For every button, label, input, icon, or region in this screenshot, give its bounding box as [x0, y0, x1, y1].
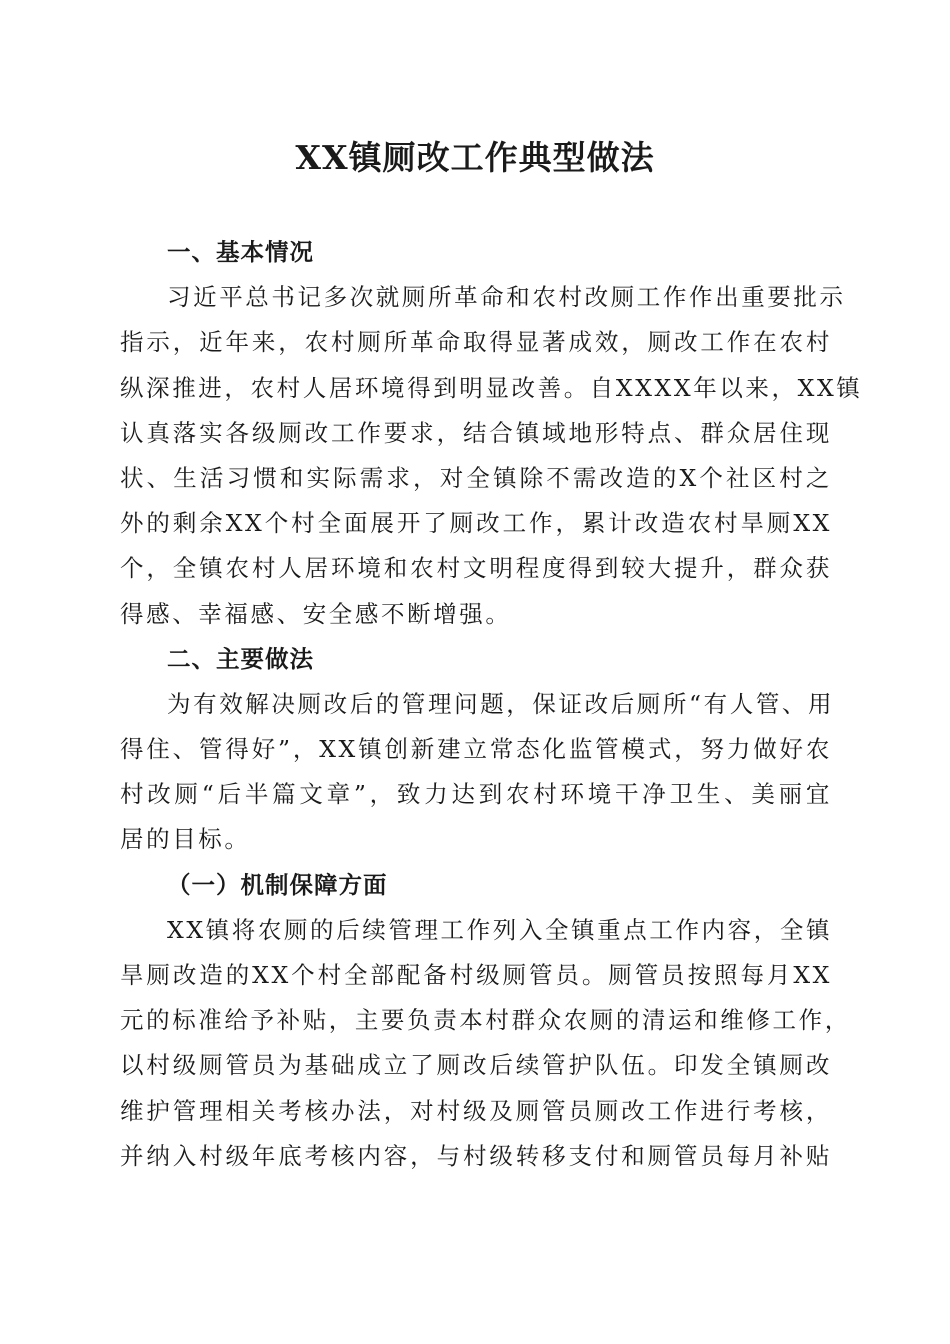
paragraph-line: 个，全镇农村人居环境和农村文明程度得到较大提升，群众获: [120, 554, 832, 583]
paragraph-line: 居的目标。: [120, 825, 251, 854]
paragraph-line: 村改厕“后半篇文章”，致力达到农村环境干净卫生、美丽宜: [120, 780, 832, 809]
section-heading: 二、主要做法: [167, 644, 314, 673]
paragraph-line: 元的标准给予补贴，主要负责本村群众农厕的清运和维修工作，: [120, 1006, 851, 1035]
paragraph-line: 习近平总书记多次就厕所革命和农村改厕工作作出重要批示: [167, 283, 846, 312]
section-heading: 一、基本情况: [167, 238, 314, 266]
paragraph-line: 外的剩余XX个村全面展开了厕改工作，累计改造农村旱厕XX: [120, 509, 832, 538]
paragraph-line: 为有效解决厕改后的管理问题，保证改后厕所“有人管、用: [167, 689, 835, 718]
paragraph-line: 认真落实各级厕改工作要求，结合镇域地形特点、群众居住现: [120, 418, 832, 447]
paragraph-line: 旱厕改造的XX个村全部配备村级厕管员。厕管员按照每月XX: [120, 961, 832, 989]
paragraph-line: 得住、管得好”，XX镇创新建立常态化监管模式，努力做好农: [120, 735, 832, 764]
paragraph-line: 纵深推进，农村人居环境得到明显改善。自XXXX年以来，XX镇: [120, 373, 863, 402]
paragraph-line: 指示，近年来，农村厕所革命取得显著成效，厕改工作在农村: [120, 328, 832, 357]
paragraph-line: 并纳入村级年底考核内容，与村级转移支付和厕管员每月补贴: [120, 1141, 832, 1170]
paragraph-line: 状、生活习惯和实际需求，对全镇除不需改造的X个社区村之: [120, 463, 832, 492]
paragraph-line: 得感、幸福感、安全感不断增强。: [120, 599, 512, 628]
paragraph-line: 维护管理相关考核办法，对村级及厕管员厕改工作进行考核，: [120, 1096, 832, 1125]
subsection-heading: （一）机制保障方面: [167, 870, 388, 899]
paragraph-line: XX镇将农厕的后续管理工作列入全镇重点工作内容，全镇: [167, 915, 833, 944]
document-title: XX镇厕改工作典型做法: [295, 138, 655, 177]
paragraph-line: 以村级厕管员为基础成立了厕改后续管护队伍。印发全镇厕改: [120, 1051, 832, 1080]
document-body: [120, 230, 863, 1179]
